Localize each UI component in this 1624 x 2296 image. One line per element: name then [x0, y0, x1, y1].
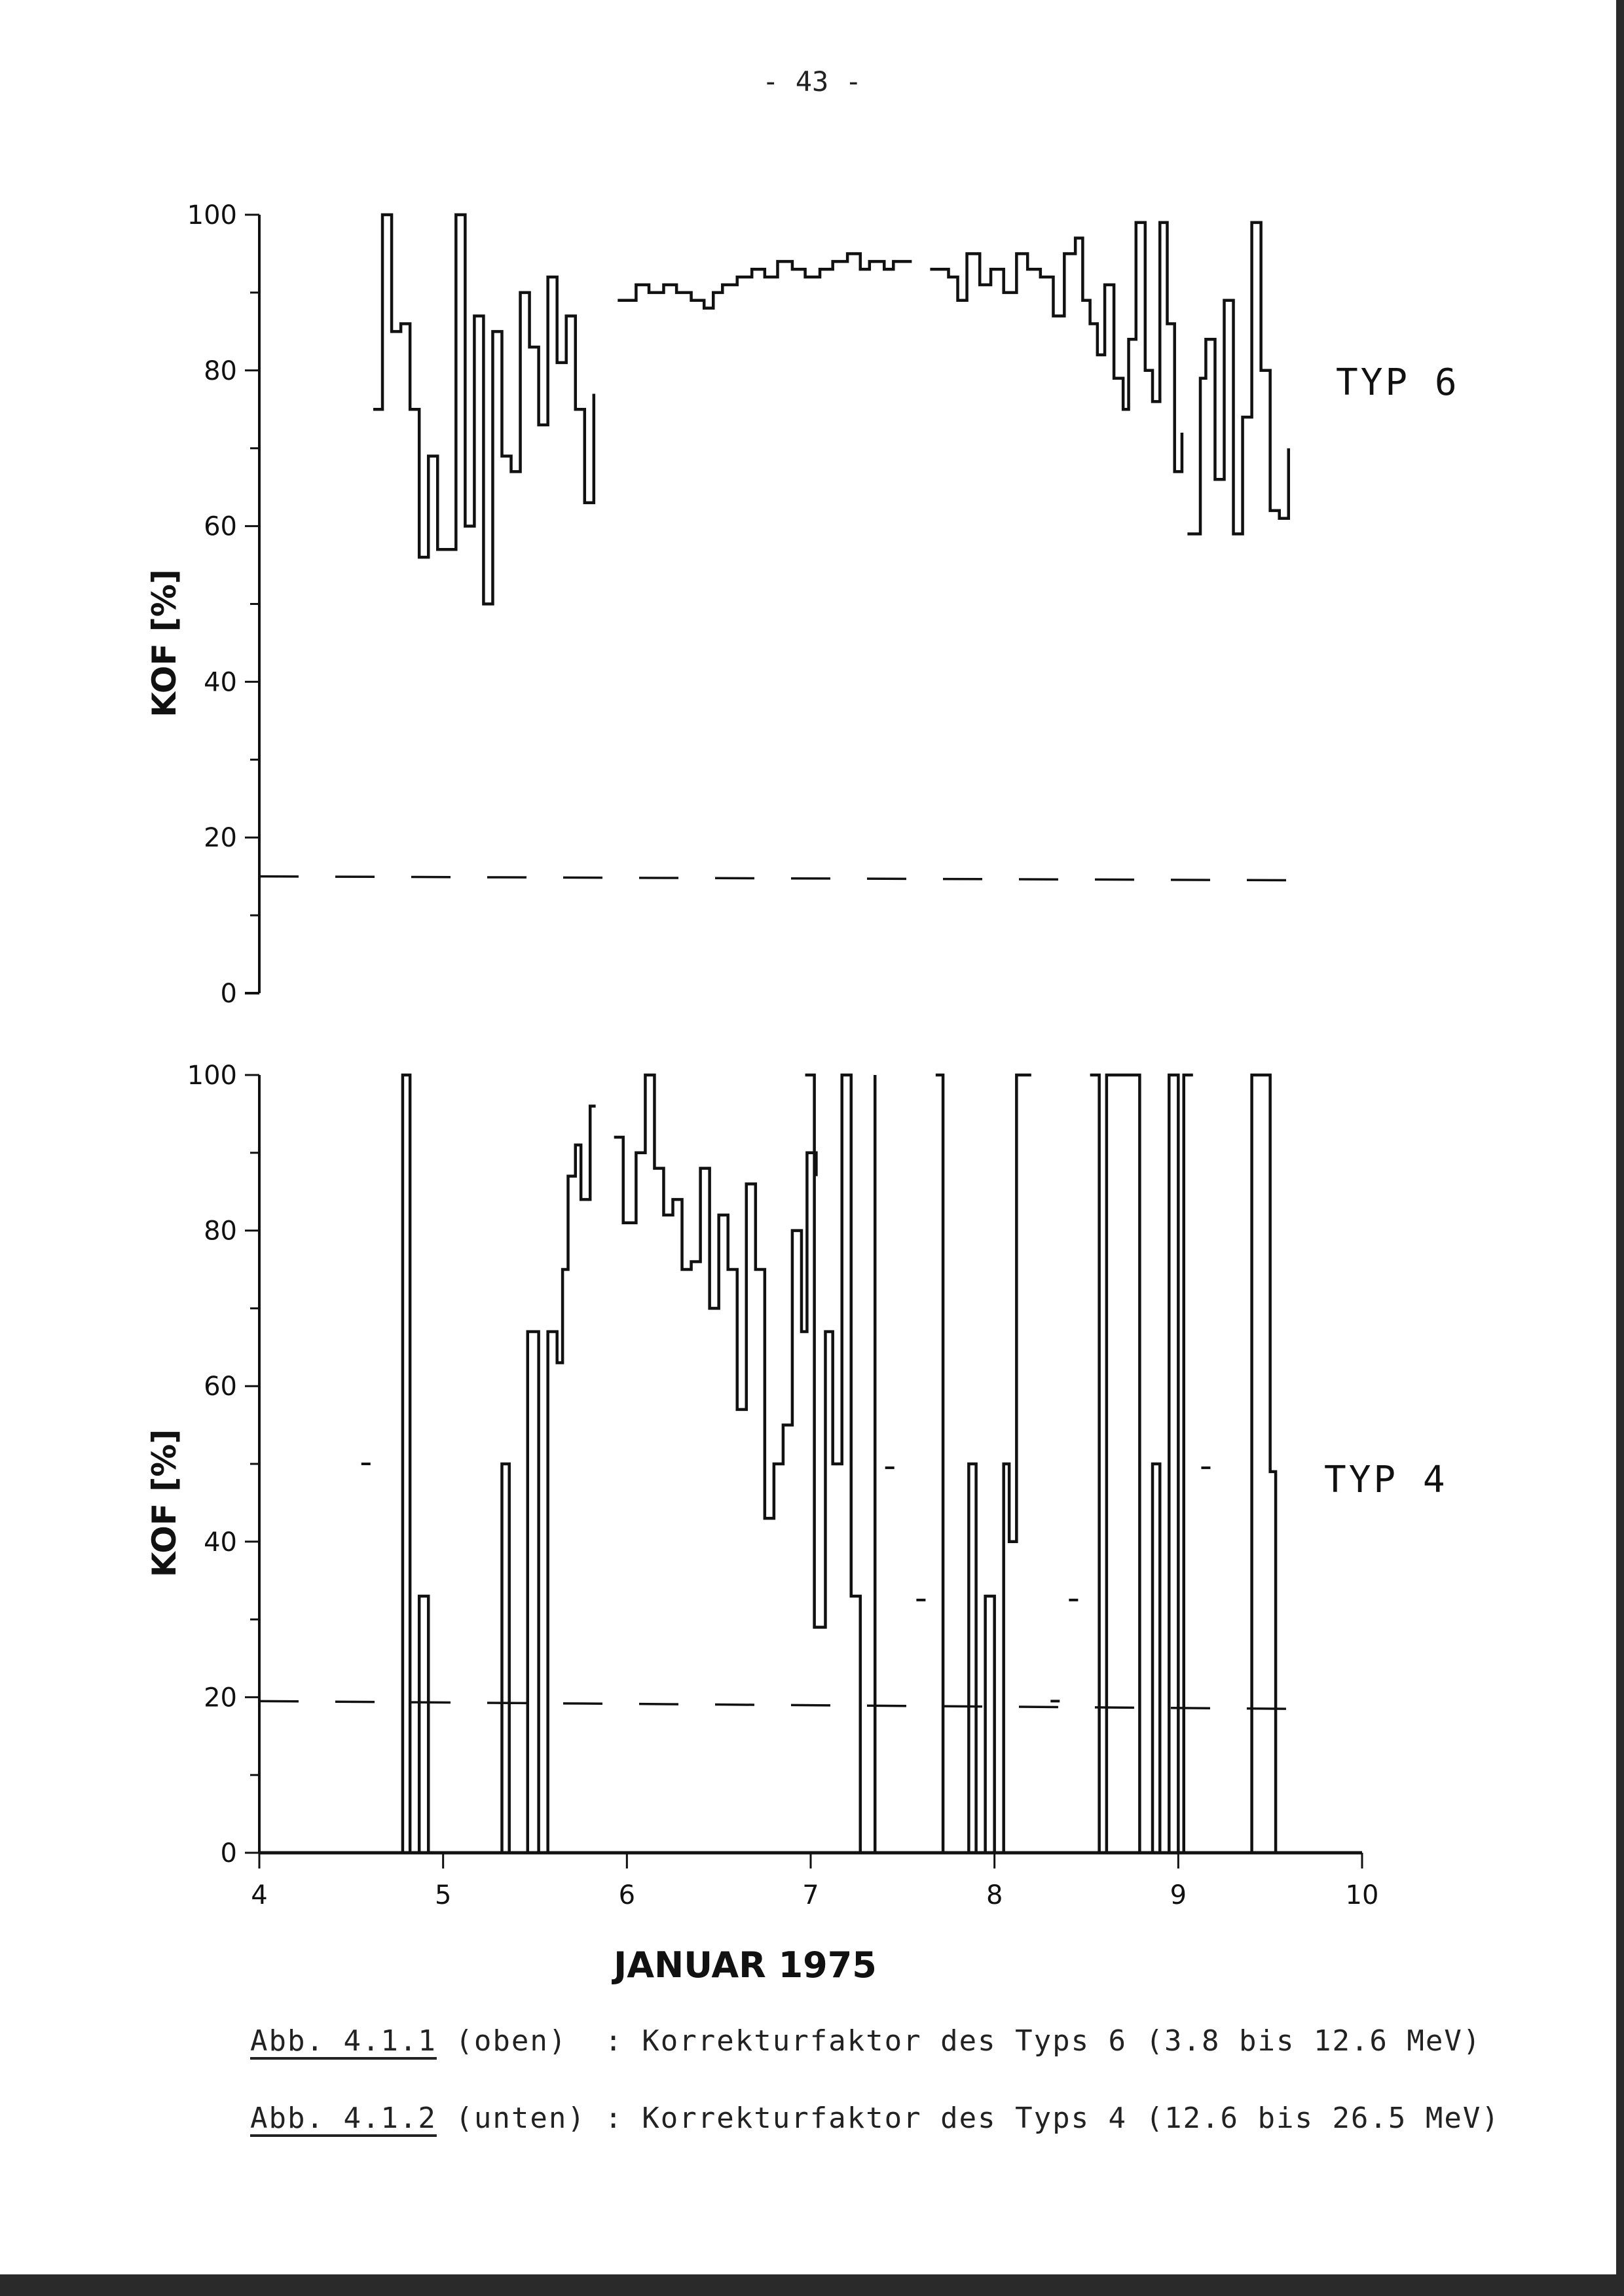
page-number: - 43 - — [762, 65, 862, 98]
y-axis-label: KOF [%] — [145, 569, 183, 718]
y-tick-label: 0 — [220, 1838, 237, 1868]
series-step-segment — [1243, 1075, 1276, 1853]
x-tick-label: 8 — [986, 1880, 1003, 1910]
x-tick-label: 7 — [802, 1880, 819, 1910]
y-tick-label: 40 — [204, 667, 237, 698]
caption-1-text: (oben) : Korrekturfaktor des Typs 6 (3.8 bis 12.6 MeV) — [436, 2024, 1482, 2058]
y-tick-label: 20 — [204, 823, 237, 854]
y-tick-label: 80 — [204, 1216, 237, 1247]
x-tick-label: 4 — [251, 1880, 268, 1910]
series-step-segment — [618, 253, 912, 308]
x-axis-label: JANUAR 1975 — [614, 1944, 877, 1986]
x-tick-label: 5 — [434, 1880, 452, 1910]
threshold-line — [259, 1701, 1298, 1709]
threshold-line — [259, 877, 1298, 881]
chart-typ6 — [145, 200, 1298, 1009]
series-step-segment — [397, 1075, 434, 1853]
caption-2-text: (unten) : Korrekturfaktor des Typs 4 (12.6 bis 26.5 MeV) — [436, 2102, 1500, 2135]
y-tick-label: 100 — [187, 200, 237, 230]
y-tick-label: 80 — [204, 355, 237, 386]
x-tick-label: 9 — [1170, 1880, 1187, 1910]
y-tick-label: 0 — [220, 979, 237, 1009]
y-tick-label: 20 — [204, 1683, 237, 1713]
y-tick-label: 60 — [204, 511, 237, 542]
series-step-segment — [373, 215, 594, 604]
series-step-segment — [1090, 1075, 1193, 1853]
caption-2 — [250, 2102, 1500, 2135]
chart-typ4 — [145, 1061, 1378, 1986]
series-step-segment — [1187, 223, 1288, 534]
x-tick-label: 6 — [618, 1880, 636, 1910]
x-tick-label: 10 — [1345, 1880, 1379, 1910]
series-step-segment — [936, 1075, 1031, 1853]
series-step-segment — [930, 223, 1182, 471]
caption-1-ref: Abb. 4.1.1 — [250, 2024, 437, 2058]
y-tick-label: 40 — [204, 1527, 237, 1558]
series-step-segment — [492, 1106, 595, 1853]
y-tick-label: 60 — [204, 1372, 237, 1402]
series-label-typ4: TYP 4 — [1324, 1459, 1448, 1501]
caption-2-ref: Abb. 4.1.2 — [250, 2102, 437, 2135]
series-step-segment — [805, 1075, 876, 1853]
series-step-segment — [614, 1075, 817, 1518]
caption-1 — [250, 2024, 1481, 2058]
y-tick-label: 100 — [187, 1061, 237, 1091]
y-axis-label: KOF [%] — [145, 1429, 183, 1578]
series-label-typ6: TYP 6 — [1336, 361, 1460, 404]
